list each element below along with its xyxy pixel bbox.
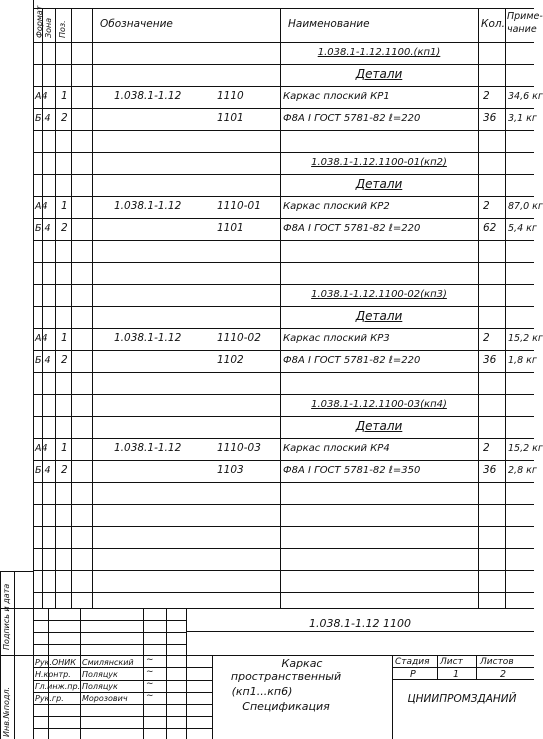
stamp-title-line4: Спецификация <box>242 700 330 713</box>
stamp-title-line3: (кп1...кп6) <box>231 685 293 698</box>
row-format: А4 <box>35 443 48 454</box>
column-line-2 <box>55 8 56 608</box>
row-format: Б.4 <box>35 113 51 124</box>
row-line <box>33 526 534 527</box>
stamp-role: Рук.гр. <box>35 694 64 703</box>
row-note: 15,2 кг <box>508 443 543 454</box>
stamp-line <box>143 608 144 739</box>
row-quantity: 2 <box>483 200 490 212</box>
stamp-person-name: Морозович <box>82 694 128 703</box>
stamp-role: Гл.инж.пр. <box>35 682 81 691</box>
row-designation-number: 1110 <box>217 90 244 102</box>
row-note: 2,8 кг <box>508 465 537 476</box>
section-heading: Детали <box>355 67 403 81</box>
row-line <box>33 262 534 263</box>
stamp-person-name: Поляцук <box>82 682 118 691</box>
signature-mark: ~ <box>146 655 154 665</box>
stamp-line <box>476 655 477 679</box>
row-line <box>33 394 534 395</box>
row-position: 2 <box>61 354 68 366</box>
stamp-line <box>437 655 438 679</box>
stamp-title-line1: Каркас <box>281 657 323 670</box>
stamp-sheets: 2 <box>500 669 507 680</box>
stamp-person-name: Поляцук <box>82 670 118 679</box>
row-note: 87,0 кг <box>508 201 543 212</box>
stamp-sheets-label: Листов <box>480 657 514 667</box>
stamp-line <box>186 631 534 632</box>
row-line <box>33 218 534 219</box>
row-line <box>33 372 534 373</box>
row-position: 2 <box>61 464 68 476</box>
row-position: 1 <box>61 332 68 344</box>
row-line <box>33 416 534 417</box>
row-designation-number: 1110-02 <box>217 332 261 344</box>
stamp-line <box>33 620 186 621</box>
side-sign-date: Подпись и дата <box>2 583 11 650</box>
signature-mark: ~ <box>146 679 154 689</box>
row-line <box>33 306 534 307</box>
row-line <box>33 108 534 109</box>
row-quantity: 36 <box>483 464 497 476</box>
group-title: 1.038.1-1.12.1100-02(кп3) <box>311 289 447 300</box>
row-line <box>33 240 534 241</box>
stamp-stage: Р <box>410 669 416 680</box>
side-box-divider <box>0 655 33 656</box>
row-line <box>33 438 534 439</box>
stamp-person-name: Смилянский <box>82 658 134 667</box>
stamp-organization: ЦНИИПРОМЗДАНИЙ <box>407 693 517 705</box>
row-position: 2 <box>61 112 68 124</box>
row-note: 34,6 кг <box>508 91 543 102</box>
row-line <box>33 570 534 571</box>
row-designation-code: 1.038.1-1.12 <box>114 442 182 454</box>
row-quantity: 2 <box>483 332 490 344</box>
header-name: Наименование <box>288 18 370 30</box>
row-line <box>33 328 534 329</box>
section-heading: Детали <box>355 309 403 323</box>
stamp-sheet-label: Лист <box>440 657 463 667</box>
stamp-title-line2: пространственный <box>230 670 342 683</box>
row-quantity: 36 <box>483 354 497 366</box>
group-title: 1.038.1-1.12.1100.(кп1) <box>317 47 441 58</box>
header-note-line1: Приме- <box>507 11 543 22</box>
row-quantity: 36 <box>483 112 497 124</box>
row-note: 1,8 кг <box>508 355 537 366</box>
row-designation-number: 1101 <box>217 112 244 124</box>
row-name: Каркас плоский КР3 <box>283 333 390 344</box>
group-title: 1.038.1-1.12.1100-01(кп2) <box>311 157 447 168</box>
header-pos: Поз. <box>58 20 67 38</box>
row-line <box>33 174 534 175</box>
row-designation-code: 1.038.1-1.12 <box>114 90 182 102</box>
row-position: 2 <box>61 222 68 234</box>
group-title: 1.038.1-1.12.1100-03(кп4) <box>311 399 447 410</box>
row-name: Каркас плоский КР4 <box>283 443 390 454</box>
row-line <box>33 592 534 593</box>
row-format: А4 <box>35 201 48 212</box>
stamp-role: Н.контр. <box>35 670 71 679</box>
stamp-sheet: 1 <box>453 669 460 680</box>
signature-mark: ~ <box>146 667 154 677</box>
row-quantity: 2 <box>483 442 490 454</box>
column-line-4 <box>92 8 93 608</box>
row-format: Б.4 <box>35 223 51 234</box>
column-line-7 <box>505 8 506 608</box>
header-note-line2: чание <box>507 24 537 35</box>
row-line <box>33 86 534 87</box>
row-name: Ф8А I ГОСТ 5781-82 ℓ=350 <box>283 465 421 476</box>
row-line <box>33 548 534 549</box>
row-line <box>33 482 534 483</box>
column-line-6 <box>478 8 479 608</box>
row-quantity: 2 <box>483 90 490 102</box>
signature-mark: ~ <box>146 691 154 701</box>
row-position: 1 <box>61 200 68 212</box>
side-inv-orig: Инв.№подл. <box>2 686 11 737</box>
stamp-line <box>212 655 213 739</box>
row-line <box>33 504 534 505</box>
side-box-top <box>0 571 33 572</box>
header-format: Формат <box>35 5 44 38</box>
header-zone: Зона <box>44 17 53 38</box>
row-note: 5,4 кг <box>508 223 537 234</box>
row-name: Каркас плоский КР2 <box>283 201 390 212</box>
row-name: Каркас плоский КР1 <box>283 91 390 102</box>
row-designation-number: 1101 <box>217 222 244 234</box>
row-format: Б.4 <box>35 355 51 366</box>
row-name: Ф8А I ГОСТ 5781-82 ℓ=220 <box>283 355 421 366</box>
stamp-line <box>186 608 187 739</box>
row-designation-code: 1.038.1-1.12 <box>114 332 182 344</box>
stamp-line <box>33 632 186 633</box>
row-note: 3,1 кг <box>508 113 537 124</box>
stamp-role: Рук.ОНИК <box>35 658 76 667</box>
stamp-document-code: 1.038.1-1.12 1100 <box>309 617 411 630</box>
row-quantity: 62 <box>483 222 497 234</box>
header-designation: Обозначение <box>100 18 173 30</box>
row-note: 15,2 кг <box>508 333 543 344</box>
row-line <box>33 64 534 65</box>
row-format: А4 <box>35 333 48 344</box>
row-designation-number: 1110-01 <box>217 200 261 212</box>
row-line <box>33 284 534 285</box>
row-line <box>33 350 534 351</box>
row-position: 1 <box>61 90 68 102</box>
header-qty: Кол. <box>481 18 505 30</box>
row-designation-number: 1103 <box>217 464 244 476</box>
row-line <box>33 152 534 153</box>
frame-left <box>33 0 34 739</box>
row-line <box>33 460 534 461</box>
row-designation-number: 1102 <box>217 354 244 366</box>
row-name: Ф8А I ГОСТ 5781-82 ℓ=220 <box>283 113 421 124</box>
side-box-inner <box>14 571 15 739</box>
frame-top <box>33 8 534 9</box>
row-name: Ф8А I ГОСТ 5781-82 ℓ=220 <box>283 223 421 234</box>
row-format: Б.4 <box>35 465 51 476</box>
row-designation-number: 1110-03 <box>217 442 261 454</box>
row-format: А4 <box>35 91 48 102</box>
stamp-line <box>166 608 167 739</box>
column-line-3 <box>71 8 72 608</box>
stamp-stage-label: Стадия <box>395 657 430 667</box>
stamp-line <box>33 644 186 645</box>
section-heading: Детали <box>355 419 403 433</box>
row-line <box>33 196 534 197</box>
header-bottom-line <box>33 42 534 43</box>
row-line <box>33 130 534 131</box>
row-designation-code: 1.038.1-1.12 <box>114 200 182 212</box>
section-heading: Детали <box>355 177 403 191</box>
row-position: 1 <box>61 442 68 454</box>
column-line-5 <box>280 8 281 608</box>
